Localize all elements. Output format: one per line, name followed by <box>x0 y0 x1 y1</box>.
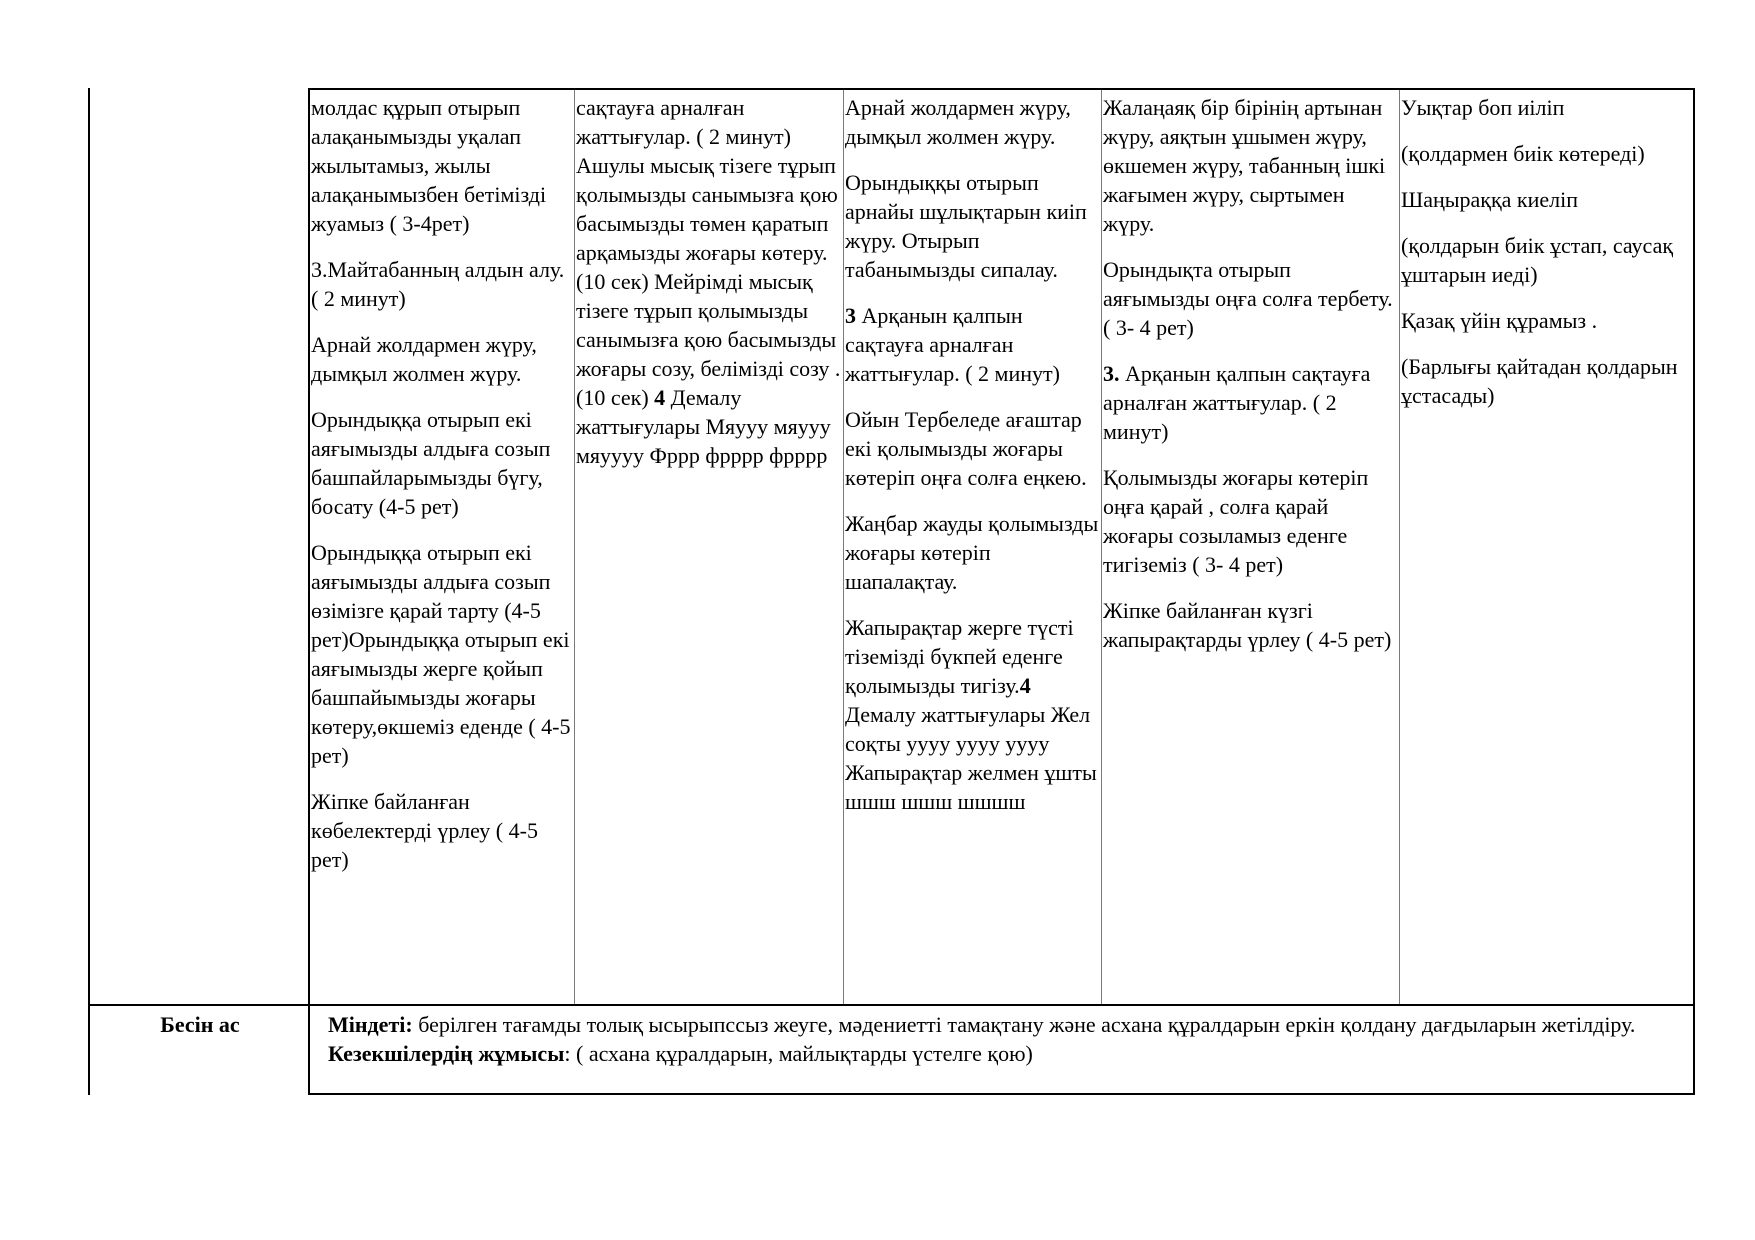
column-divider-4 <box>1399 90 1400 1004</box>
cell-paragraph: (Барлығы қайтадан қолдарын ұстасады) <box>1401 354 1678 408</box>
table-top-border <box>308 88 1695 90</box>
cell-paragraph: Жалаңаяқ бір бірінің артынан жүру, аяқтын ұшымен жүру, өкшемен жүру, табанның ішкі жағымен жүру, сыртымен жүру. <box>1103 95 1386 236</box>
exercise-cell-2 <box>576 93 842 470</box>
cell-paragraph: Ойын Тербеледе ағаштар екі қолымызды жоғары көтеріп оңға солға еңкею. <box>845 407 1087 490</box>
row-divider <box>88 1004 1695 1006</box>
label-column-border <box>308 88 310 1095</box>
step-number: 3 <box>845 303 856 328</box>
cell-paragraph: Уықтар боп иіліп <box>1401 95 1565 120</box>
cell-paragraph: Орындыққы отырып арнайы шұлықтарын киіп жүру. Отырып табанымызды сипалау. <box>845 170 1087 282</box>
cell-paragraph: Орындыққа отырып екі аяғымызды алдыға созып өзімізге қарай тарту (4-5 рет)Орындыққа отырып екі аяғымызды жерге қойып башпайымызды жоғары көтеру,өкшеміз еденде ( 4-5 рет) <box>311 540 571 768</box>
cell-paragraph <box>845 613 1101 816</box>
lunch-row-content <box>328 1010 1690 1068</box>
cell-paragraph: Шаңыраққа киеліп <box>1401 187 1579 212</box>
cell-paragraph <box>1103 359 1399 446</box>
cell-paragraph: (қолдарын биік ұстап, саусақ ұштарын иеді) <box>1401 233 1674 287</box>
cell-paragraph <box>845 301 1101 388</box>
column-divider-2 <box>843 90 844 1004</box>
cell-text: Демалу жаттығулары Жел соқты уууу уууу уууу Жапырақтар желмен ұшты шшш шшш шшшш <box>845 702 1097 814</box>
cell-paragraph: молдас құрып отырып алақанымызды уқалап жылытамыз, жылы алақанымызбен бетімізді жуамыз ( 3-4рет) <box>311 95 547 236</box>
cell-paragraph: Орындықта отырып аяғымызды оңға солға тербету. ( 3- 4 рет) <box>1103 257 1393 340</box>
task-label: Міндеті: <box>328 1012 413 1037</box>
cell-paragraph <box>576 93 842 470</box>
column-divider-3 <box>1101 90 1102 1004</box>
cell-text: Демалу жаттығулары Мяууу мяууу мяуууу Фррр фрррр фрррр <box>576 385 831 468</box>
table-right-border <box>1693 88 1695 1095</box>
cell-paragraph: Қолымызды жоғары көтеріп оңға қарай , солға қарай жоғары созыламыз еденге тигіземіз ( 3- 4 рет) <box>1103 465 1369 577</box>
cell-paragraph: Арнай жолдармен жүру, дымқыл жолмен жүру. <box>311 332 537 386</box>
duty-label: Кезекшілердің жұмысы <box>328 1041 565 1066</box>
cell-paragraph: Арнай жолдармен жүру, дымқыл жолмен жүру. <box>845 95 1071 149</box>
cell-text: Жапырақтар жерге түсті тіземізді бүкпей еденге қолымызды тигізу. <box>845 615 1074 698</box>
exercise-cell-4 <box>1103 93 1399 671</box>
task-text: берілген тағамды толық ысырыпссыз жеуге, мәдениетті тамақтану және асхана құралдарын еркін қолдану дағдыларын жетілдіру. <box>412 1012 1636 1037</box>
task-line <box>328 1010 1690 1039</box>
exercise-cell-5 <box>1401 93 1693 427</box>
cell-text: сақтауға арналған жаттығулар. ( 2 минут) Ашулы мысық тізеге тұрып қолымызды санымызға қою басымызды төмен қаратып арқамызды жоғары көтеру. (10 сек) Мейрімді мысық тізеге тұрып қолымызды санымызға қою басымызды жоғары созу, белімізді созу . (10 сек) <box>576 95 841 410</box>
duty-text: : ( асхана құралдарын, майлықтарды үстелге қою) <box>564 1041 1033 1066</box>
step-number: 4 <box>1019 673 1031 698</box>
cell-paragraph: Жаңбар жауды қолымызды жоғары көтеріп шапалақтау. <box>845 511 1099 594</box>
cell-paragraph: 3.Майтабанның алдын алу. ( 2 минут) <box>311 257 565 311</box>
table-bottom-border <box>308 1093 1695 1095</box>
cell-paragraph: Жіпке байланған күзгі жапырақтарды үрлеу ( 4-5 рет) <box>1103 598 1392 652</box>
cell-text: Арқанын қалпын сақтауға арналған жаттығулар. ( 2 минут) <box>845 303 1060 386</box>
exercise-cell-1 <box>311 93 576 891</box>
cell-paragraph: Қазақ үйін құрамыз . <box>1401 308 1598 333</box>
step-number: 3. <box>1103 361 1120 386</box>
cell-text: Арқанын қалпын сақтауға арналған жаттығулар. ( 2 минут) <box>1103 361 1371 444</box>
step-number: 4 <box>654 385 666 410</box>
exercise-cell-3 <box>845 93 1101 833</box>
cell-paragraph: Орындыққа отырып екі аяғымызды алдыға созып башпайларымызды бүгу, босату (4-5 рет) <box>311 407 551 519</box>
cell-paragraph: Жіпке байланған көбелектерді үрлеу ( 4-5 рет) <box>311 789 538 872</box>
cell-paragraph: (қолдармен биік көтереді) <box>1401 141 1645 166</box>
table-left-border <box>88 88 90 1095</box>
duty-line <box>328 1039 1690 1068</box>
row-label-lunch: Бесін ас <box>160 1012 240 1037</box>
